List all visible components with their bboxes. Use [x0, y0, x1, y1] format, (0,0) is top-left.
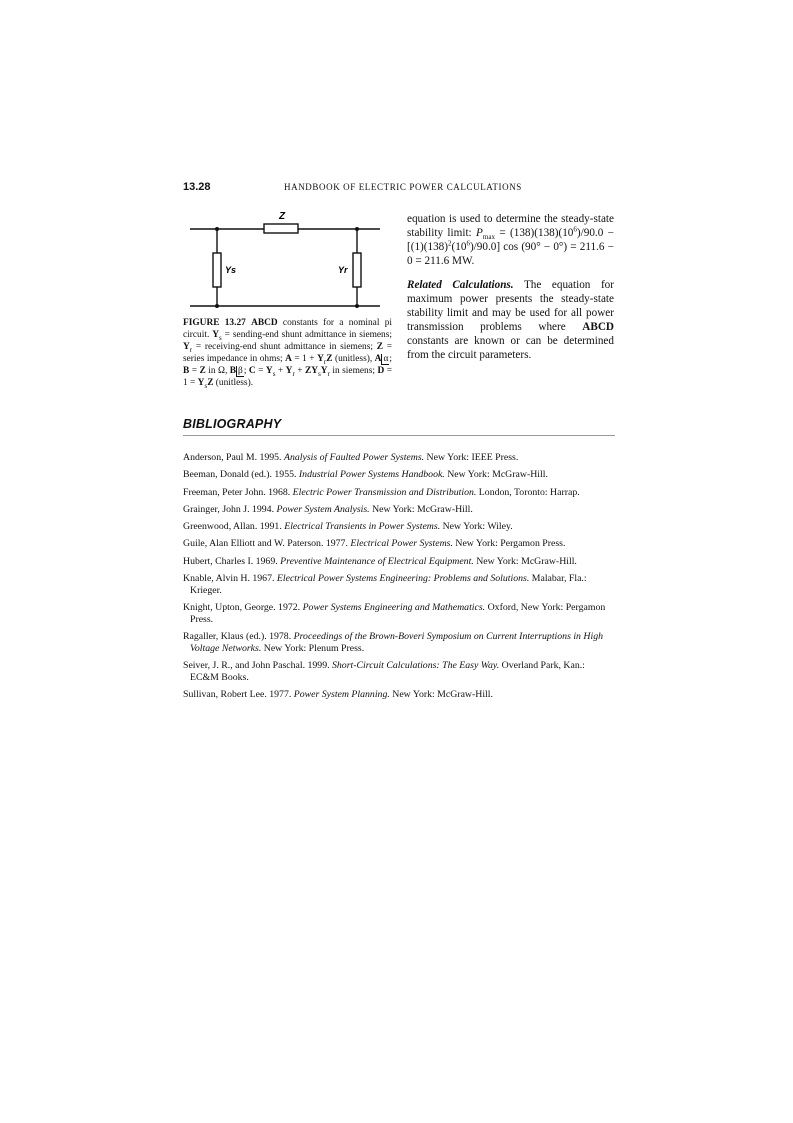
- page-number: 13.28: [183, 181, 211, 193]
- superscript: 6: [466, 239, 470, 248]
- caption-text: +: [275, 365, 286, 376]
- zy-symbol: ZY: [305, 365, 319, 376]
- bibliography-entry: [183, 631, 615, 655]
- a-symbol: A: [285, 353, 292, 364]
- body-text: = (138)(138)(10: [494, 227, 574, 239]
- bibliography-list: [183, 452, 615, 707]
- body-text-column: [407, 212, 614, 362]
- z-symbol: Z: [326, 353, 333, 364]
- related-calculations-paragraph: [407, 278, 614, 362]
- subscript: r: [323, 357, 327, 366]
- y-symbol: Y: [317, 353, 324, 364]
- caption-text: =: [255, 365, 266, 376]
- beta-angle: β: [238, 365, 243, 376]
- entry-author: Greenwood, Allan. 1991.: [183, 521, 285, 533]
- ys-symbol: Y: [212, 329, 220, 340]
- entry-publisher: New York: Plenum Press.: [261, 643, 365, 655]
- body-text: The equation for maximum power presents the steady-state stability limit and may be used for all power transmission problems where: [407, 279, 614, 333]
- z-label: Z: [279, 211, 286, 222]
- body-text: (10: [451, 241, 467, 253]
- entry-author: Freeman, Peter John. 1968.: [183, 486, 293, 498]
- abcd-term: ABCD: [251, 318, 278, 328]
- y-symbol: Y: [197, 377, 205, 388]
- entry-publisher: Oxford, New York: Pergamon Press.: [190, 602, 606, 625]
- body-text: )/90.0] cos (90° − 0°) = 211.6 − 0 = 211.6 MW.: [407, 241, 614, 267]
- entry-title: Power System Planning.: [293, 689, 390, 701]
- entry-author: Hubert, Charles I. 1969.: [183, 555, 281, 567]
- entry-author: Seiver, J. R., and John Paschal. 1999.: [183, 660, 332, 672]
- bibliography-entry: [183, 504, 615, 516]
- entry-author: Beeman, Donald (ed.). 1955.: [183, 469, 299, 481]
- entry-publisher: Malabar, Fla.: Krieger.: [190, 573, 587, 596]
- figure-label: FIGURE 13.27: [183, 318, 246, 328]
- caption-text: (unitless),: [332, 353, 375, 364]
- entry-publisher: London, Toronto: Harrap.: [476, 486, 580, 498]
- z-symbol: Z: [199, 365, 206, 376]
- c-symbol: C: [248, 365, 256, 376]
- bibliography-entry: [183, 689, 615, 701]
- bibliography-entry: [183, 521, 615, 533]
- entry-publisher: New York: Pergamon Press.: [452, 538, 566, 550]
- entry-author: Knable, Alvin H. 1967.: [183, 573, 277, 585]
- entry-publisher: New York: McGraw-Hill.: [473, 555, 577, 567]
- entry-author: Sullivan, Robert Lee. 1977.: [183, 689, 294, 701]
- subscript: r: [292, 369, 295, 378]
- bibliography-entry: [183, 573, 615, 597]
- caption-text: = series impedance in ohms;: [183, 341, 392, 364]
- entry-author: Knight, Upton, George. 1972.: [183, 602, 303, 614]
- series-impedance: [264, 224, 298, 233]
- entry-publisher: New York: McGraw-Hill.: [444, 469, 548, 481]
- yr-label: Yr: [338, 265, 348, 275]
- entry-title: Preventive Maintenance of Electrical Equipment.: [280, 555, 474, 567]
- caption-text: ;: [389, 353, 392, 364]
- ys-admittance: [213, 253, 221, 287]
- node-dot: [355, 227, 359, 231]
- abcd-term: ABCD: [582, 321, 614, 333]
- figure-caption: [183, 318, 392, 389]
- subscript: s: [204, 381, 208, 390]
- entry-publisher: New York: Wiley.: [440, 521, 513, 533]
- d-symbol: D: [377, 365, 385, 376]
- entry-title: Analysis of Faulted Power Systems.: [283, 452, 425, 463]
- caption-text: (unitless).: [213, 377, 254, 388]
- subscript: max: [482, 233, 495, 242]
- bibliography-entry: [183, 452, 615, 464]
- z-symbol: Z: [376, 341, 383, 352]
- caption-text: +: [294, 365, 306, 376]
- pi-circuit-figure: [190, 207, 402, 315]
- ys-label: Ys: [225, 265, 237, 275]
- entry-title: Power System Analysis.: [276, 503, 370, 515]
- heading-rule: [183, 435, 615, 436]
- bibliography-entry: [183, 556, 615, 568]
- entry-title: Proceedings of the Brown-Boveri Symposium on Current Interruptions in High Voltage Networks.: [190, 631, 603, 655]
- caption-text: in Ω,: [205, 365, 230, 376]
- bibliography-entry: [183, 469, 615, 481]
- entry-author: Guile, Alan Elliott and W. Paterson. 1977.: [183, 538, 351, 550]
- caption-text: in siemens;: [329, 365, 378, 376]
- yr-symbol: Y: [183, 341, 190, 352]
- bibliography-entry: [183, 487, 615, 499]
- b-symbol: B: [183, 365, 190, 376]
- running-title: HANDBOOK OF ELECTRIC POWER CALCULATIONS: [284, 182, 522, 192]
- pi-circuit-diagram: [190, 207, 402, 315]
- superscript: 2: [448, 239, 452, 248]
- entry-author: Grainger, John J. 1994.: [183, 503, 277, 515]
- entry-publisher: New York: McGraw-Hill.: [389, 689, 493, 701]
- running-header: [183, 181, 615, 197]
- subscript: r: [189, 345, 193, 354]
- entry-title: Electrical Power Systems Engineering: Problems and Solutions.: [276, 573, 530, 585]
- bibliography-entry: [183, 602, 615, 626]
- caption-text: = 1 +: [291, 353, 318, 364]
- entry-title: Industrial Power Systems Handbook.: [298, 469, 445, 481]
- entry-title: Electrical Transients in Power Systems.: [284, 521, 441, 533]
- subscript: r: [327, 369, 330, 378]
- entry-title: Power Systems Engineering and Mathematics.: [302, 602, 486, 614]
- y-symbol: Y: [265, 365, 273, 376]
- alpha-angle: α: [383, 353, 389, 364]
- a-symbol: A: [374, 353, 382, 364]
- entry-publisher: Overland Park, Kan.: EC&M Books.: [190, 660, 585, 684]
- entry-publisher: New York: IEEE Press.: [424, 452, 519, 463]
- caption-text: = sending-end shunt admittance in siemens;: [221, 329, 392, 340]
- body-text: )/90.0 − [(1)(138): [407, 227, 614, 253]
- caption-text: = 1 =: [183, 365, 392, 388]
- y-symbol: Y: [285, 365, 293, 376]
- superscript: 6: [573, 225, 577, 234]
- b-symbol: B: [229, 365, 237, 376]
- bibliography-entry: [183, 660, 615, 684]
- subscript: s: [272, 369, 276, 378]
- caption-text: ;: [243, 365, 249, 376]
- caption-text: = receiving-end shunt admittance in siemens;: [192, 341, 377, 352]
- body-text: equation is used to determine the steady-state stability limit:: [407, 213, 614, 239]
- node-dot: [215, 227, 219, 231]
- entry-title: Short-Circuit Calculations: The Easy Way.: [332, 660, 500, 672]
- related-calculations-label: Related Calculations.: [407, 279, 514, 291]
- caption-text: constants for a nominal pi circuit.: [183, 318, 392, 340]
- entry-publisher: New York: McGraw-Hill.: [369, 503, 473, 515]
- bibliography-entry: [183, 538, 615, 550]
- entry-title: Electric Power Transmission and Distribution.: [292, 486, 477, 498]
- entry-author: Ragaller, Klaus (ed.). 1978.: [183, 631, 294, 643]
- caption-text: =: [189, 365, 200, 376]
- body-text: constants are known or can be determined from the circuit parameters.: [407, 335, 614, 361]
- z-symbol: Z: [207, 377, 214, 388]
- bibliography-heading: BIBLIOGRAPHY: [183, 417, 282, 431]
- entry-title: Electrical Power Systems.: [350, 538, 453, 550]
- y-symbol: Y: [320, 365, 328, 376]
- entry-author: Anderson, Paul M. 1995.: [183, 452, 284, 463]
- subscript: s: [219, 333, 222, 342]
- yr-admittance: [353, 253, 361, 287]
- node-dot: [215, 304, 219, 308]
- subscript: s: [318, 369, 321, 378]
- pmax-symbol: P: [476, 227, 483, 239]
- node-dot: [355, 304, 359, 308]
- stability-limit-paragraph: [407, 212, 614, 268]
